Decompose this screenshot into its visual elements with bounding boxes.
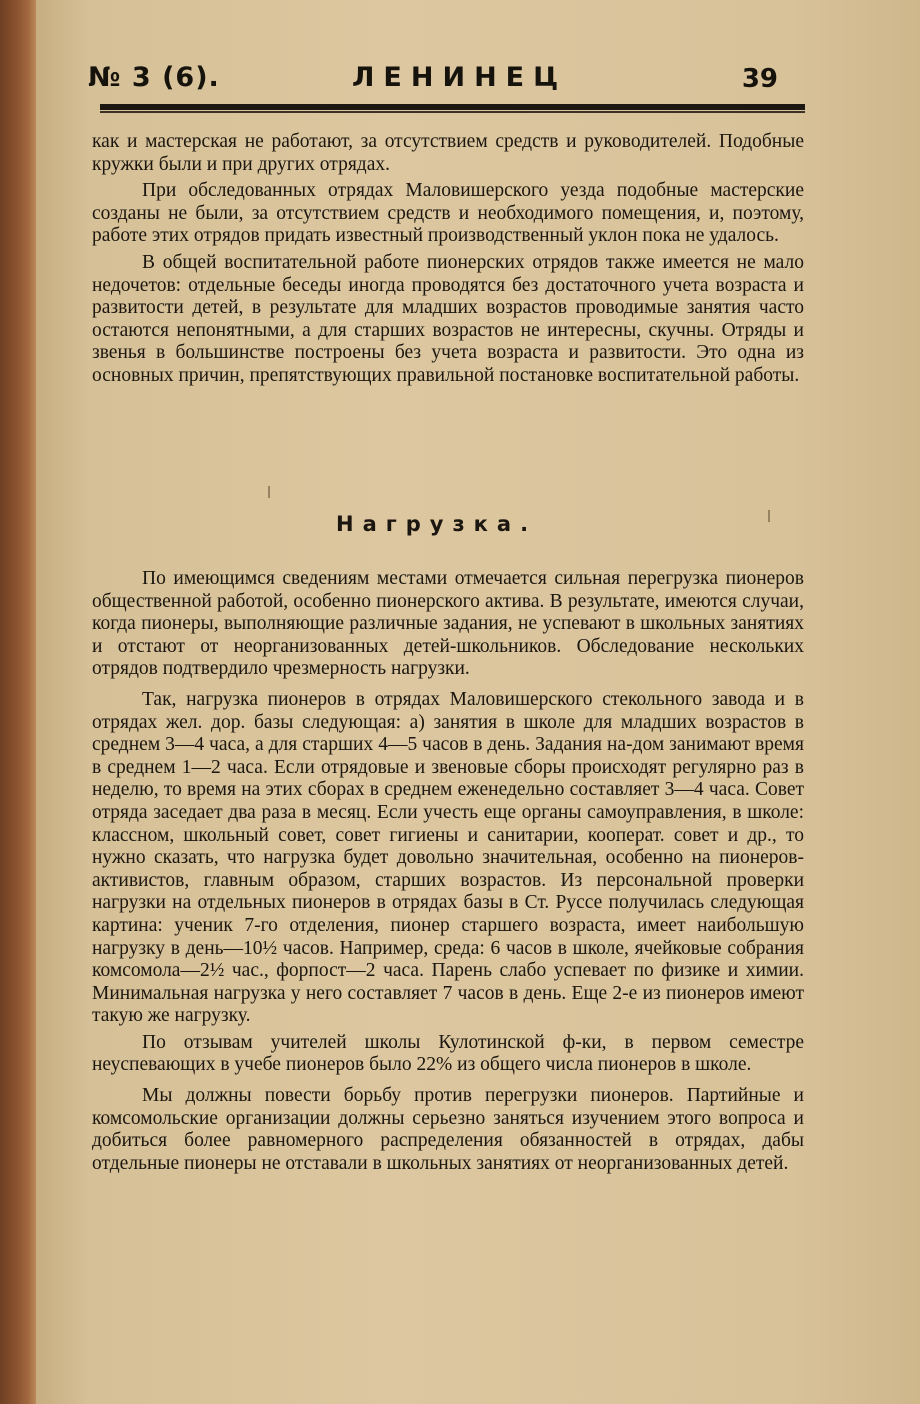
- paragraph: По отзывам учителей школы Кулотинской ф-ки, в первом семестре неуспевающих в учебе пионеров было 22% из общего числа пионеров в школе.: [92, 1031, 804, 1076]
- issue-number: № 3 (6).: [88, 62, 220, 93]
- paragraph: По имеющимся сведениям местами отмечается сильная перегрузка пионеров общественной работой, особенно пионерского актива. В результате, имеются случаи, когда пионеры, выполняющие различные задания, не успевают в школьных занятиях и отстают от неорганизованных детей-школьников. Обследование нескольких отрядов подтвердило чрезмерность нагрузки.: [92, 568, 804, 680]
- paragraph: как и мастерская не работают, за отсутствием средств и руководителей. Подобные кружки были и при других отрядах.: [92, 131, 804, 175]
- masthead-title: ЛЕНИНЕЦ: [352, 62, 568, 93]
- paragraph: Мы должны повести борьбу против перегрузки пионеров. Партийные и комсомольские организации должны серьезно заняться изучением этого вопроса и добиться более равномерного распределения обязанностей в отрядах, дабы отдельные пионеры не отставали в школьных занятиях от неорганизованных детей.: [92, 1085, 804, 1174]
- section-heading: Нагрузка.: [336, 512, 538, 536]
- top-text-block: [92, 131, 804, 388]
- page-number: 39: [741, 64, 778, 94]
- paragraph: Так, нагрузка пионеров в отрядах Маловишерского стекольного завода и в отрядах жел. дор. базы следующая: а) занятия в школе для младших возрастов в среднем 3—4 часа, а для старших 4—5 часов в день. Задания на-дом занимают время в среднем 1—2 часа. Если отрядовые и звеновые сборы происходят регулярно раз в неделю, то время на этих сборах в среднем еженедельно составляет 3—4 часа. Совет отряда заседает два раза в месяц. Если учесть еще органы самоуправления, в школе: классном, школьный совет, совет гигиены и санитарии, кооперат. совет и др., то нужно сказать, что нагрузка будет довольно значительная, особенно на пионеров-активистов, главным образом, старших возрастов. Из персональной проверки нагрузки на отдельных пионеров в отрядах базы в Ст. Руссе получилась следующая картина: ученик 7-го отделения, пионер старшего возраста, имеет наибольшую нагрузку в день—10½ часов. Например, среда: 6 часов в школе, ячейковые собрания комсомола—2½ час., форпост—2 часа. Парень слабо успевает по физике и химии. Минимальная нагрузка у него составляет 7 часов в день. Еще 2-е из пионеров имеют такую же нагрузку.: [92, 688, 804, 1027]
- paragraph: В общей воспитательной работе пионерских отрядов также имеется не мало недочетов: отдельные беседы иногда проводятся без достаточного учета возраста и развитости детей, в результате для младших возрастов проводимые занятия часто остаются непонятными, а для старших возрастов не интересны, скучны. Отряды и звенья в большинстве построены без учета возраста и развитости. Это одна из основных причин, препятствующих правильной постановке воспитательной работы.: [92, 251, 804, 386]
- paper-mark: [268, 486, 270, 498]
- paper-mark: [768, 510, 770, 522]
- body-text-block: [92, 568, 804, 1175]
- book-binding-edge: [0, 0, 36, 1404]
- header-rule: [100, 104, 805, 110]
- header-rule-thin: [100, 111, 805, 113]
- page-header: [62, 58, 778, 98]
- paragraph: При обследованных отрядах Маловишерского уезда подобные мастерские созданы не были, за отсутствием средств и необходимого помещения, и, поэтому, работе этих отрядов придать известный производственный уклон пока не удалось.: [92, 180, 804, 247]
